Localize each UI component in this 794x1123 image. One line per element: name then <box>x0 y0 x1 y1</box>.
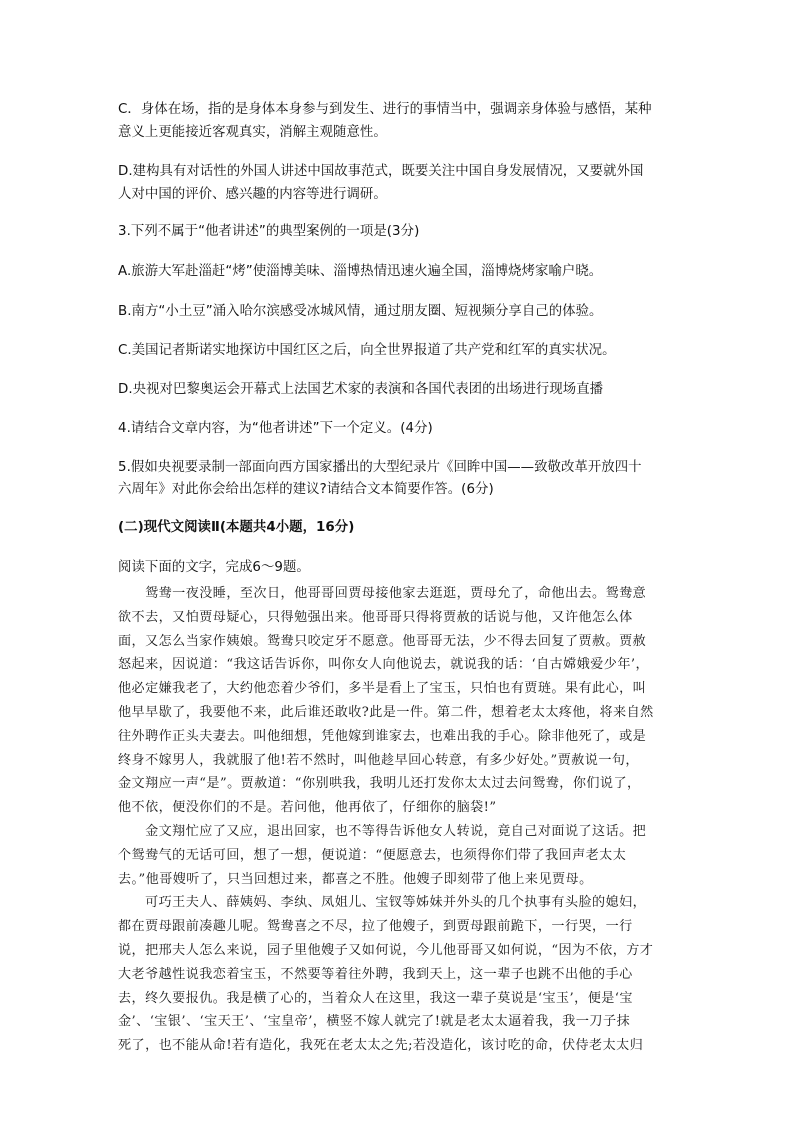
passage-line: 大老爷越性说我恋着宝玉，不然要等着往外聘，我到天上，这一辈子也跳不出他的手心 <box>118 966 633 982</box>
reading-instruction: 阅读下面的文字，完成6～9题。 <box>118 560 310 575</box>
question-5-line-2: 六周年》对此你会给出怎样的建议?请结合文本简要作答。(6分) <box>118 482 494 497</box>
passage-line: 都在贾母跟前凑趣儿呢。鸳鸯喜之不尽，拉了他嫂子，到贾母跟前跪下，一行哭，一行 <box>118 919 633 935</box>
question-3-stem: 3.下列不属于“他者讲述”的典型案例的一项是(3分) <box>118 224 420 239</box>
passage-line: 终身不嫁男人，我就服了他!若不然时，叫他趁早回心转意，有多少好处。”贾赦说一句， <box>118 752 639 768</box>
question-3-option-d: D.央视对巴黎奥运会开幕式上法国艺术家的表演和各国代表团的出场进行现场直播 <box>118 382 604 397</box>
option-d-line-2: 人对中国的评价、感兴趣的内容等进行调研。 <box>118 187 387 202</box>
passage-line: 往外聘作正头夫妻去。叫他细想，凭他嫁到谁家去，也难出我的手心。除非他死了，或是 <box>118 728 647 744</box>
passage-line: 去，终久要报仇。我是横了心的，当着众人在这里，我这一辈子莫说是‘宝玉’，便是‘宝 <box>118 990 633 1006</box>
passage-line: 他早早歇了，我要他不来，此后谁还敢收?此是一件。第二件，想着老太太疼他，将来自然 <box>118 704 654 720</box>
passage-line: 金’、‘宝银’、‘宝天王’、‘宝皇帝’，横竖不嫁人就完了!就是老太太逼着我，我一刀子抹 <box>118 1014 631 1030</box>
passage-line: 金文翔忙应了又应，退出回家，也不等得告诉他女人转说，竟自己对面说了这话。把 <box>118 823 647 839</box>
passage-line: 死了，也不能从命!若有造化，我死在老太太之先;若没造化，该讨吃的命，伏侍老太太归 <box>118 1038 644 1054</box>
passage-line: 可巧王夫人、薛姨妈、李纨、凤姐儿、宝钗等姊妹并外头的几个执事有头脸的媳妇， <box>118 895 647 911</box>
passage-line: 他必定嫌我老了，大约他恋着少爷们，多半是看上了宝玉，只怕也有贾琏。果有此心，叫 <box>118 681 647 697</box>
passage-line: 欲不去，又怕贾母疑心，只得勉强出来。他哥哥只得将贾赦的话说与他，又许他怎么体 <box>118 609 633 625</box>
question-5-line-1: 5.假如央视要录制一部面向西方国家播出的大型纪录片《回眸中国——致敬改革开放四十 <box>118 460 642 475</box>
question-3-option-b: B.南方“小土豆”涌入哈尔滨感受冰城风情，通过朋友圈、短视频分享自己的体验。 <box>118 304 603 319</box>
option-c-line-1: C．身体在场，指的是身体本身参与到发生、进行的事情当中，强调亲身体验与感悟，某种 <box>118 102 652 117</box>
option-c-line-2: 意义上更能接近客观真实，消解主观随意性。 <box>118 125 387 140</box>
passage-line: 他不依，便没你们的不是。若问他，他再依了，仔细你的脑袋!” <box>118 800 497 816</box>
question-3-option-a: A.旅游大军赴淄赶“烤”使淄博美味、淄博热情迅速火遍全国，淄博烧烤家喻户晓。 <box>118 264 603 279</box>
passage-line: 去。”他哥嫂听了，只当回想过来，都喜之不胜。他嫂子即刻带了他上来见贾母。 <box>118 871 593 887</box>
passage <box>118 582 680 1058</box>
passage-line: 怒起来，因说道：“我这话告诉你，叫你女人向他说去，就说我的话：‘自古嫦娥爱少年’， <box>118 657 650 673</box>
passage-line: 说，把邢夫人怎么来说，园子里他嫂子又如何说，今儿他哥哥又如何说，“因为不依，方才 <box>118 942 654 958</box>
passage-line: 金文翔应一声“是”。贾赦道：“你别哄我，我明儿还打发你太太过去问鸳鸯，你们说了， <box>118 776 641 792</box>
option-d-line-1: D.建构具有对话性的外国人讲述中国故事范式，既要关注中国自身发展情况，又要就外国 <box>118 164 644 179</box>
passage-line: 面，又怎么当家作姨娘。鸳鸯只咬定牙不愿意。他哥哥无法，少不得去回复了贾赦。贾赦 <box>118 633 647 649</box>
section-title: (二)现代文阅读Ⅱ(本题共4小题，16分) <box>118 520 355 535</box>
question-4: 4.请结合文章内容，为“他者讲述”下一个定义。(4分) <box>118 421 433 436</box>
passage-line: 个鸳鸯气的无话可回，想了一想，便说道：“便愿意去，也须得你们带了我回声老太太 <box>118 847 627 863</box>
passage-line: 鸳鸯一夜没睡，至次日，他哥哥回贾母接他家去逛逛，贾母允了，命他出去。鸳鸯意 <box>118 586 647 601</box>
question-3-option-c: C.美国记者斯诺实地探访中国红区之后，向全世界报道了共产党和红军的真实状况。 <box>118 343 616 358</box>
